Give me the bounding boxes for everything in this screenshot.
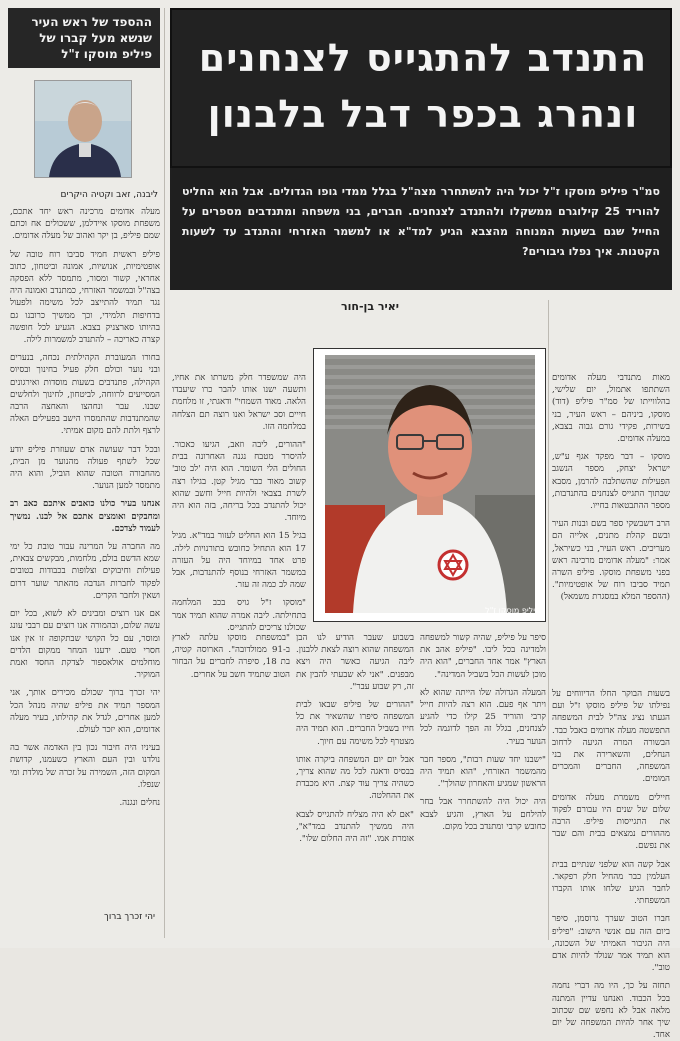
article-paragraph: תחזה על כך, היו מה דברי נחמה בכל הכבוד. ואנחנו עדיין המתנה מלאה אבל לא נחפש שם שכתוב שיך אחר להיות המשפחה של יום אחד. — [552, 981, 670, 1041]
sidebar-paragraph: אנחנו בעיר כולנו כואבים איתכם כאב רב ומחבקים ואומצים אתכם אל לבנו. נמשיך לעמוד לצדכם. — [10, 499, 160, 534]
left-article-column — [172, 632, 290, 938]
photo-caption: פיליפ מוסקו ז"ל — [485, 606, 540, 615]
sidebar-text — [10, 206, 160, 906]
article-paragraph: "אם לא היה מצליח להתגייס לצבא היה ממשיך להתנדב במד"א", אומרת אמו. "זה היה החלום שלו". — [296, 809, 414, 845]
article-paragraph: "ההורים של פיליפ שבאו לבית המשפחה סיפרו שהשאיר את כל חייו בשביל החברים. הוא תמיד היה מצטרף לכל משימה עם חיוך. — [296, 700, 414, 747]
sidebar-paragraph: בחורו המעוברת הקהילתית נכחה, בנערים ובני נוער וכולם חלק פעיל בחינוך ובסיוס הקהילה, פתנדבים בשעות מוסדות ואירגונים המסייעים לרווחה, לביטחון, לחינוך ולחלשים שבנו. עבר ונחהצו והאחצה הרבה שהמתנדבות שהתמסרו הישב בפעילים האלה לרצף ולתת להם מקום אמיתי. — [10, 353, 160, 437]
article-paragraph: בשבוע שעבר הודיע לנו הבן המשפחה שהוא רוצה לצאת ללבנון. ליבה הגיעה כאשר היה ויצא מבפנים. "אני לא שבעתי להבין את זה, רק שבוע עבר". — [296, 633, 414, 692]
column-divider — [548, 300, 549, 940]
article-paragraph: "ההורים, ליבה וזאב, הגיעו כאכור. להיסרר מטבח נגנה האחרונה בבית החולים הלי השומר. הוא היה 'לב טוב' קשוב מאוד כבר מגיל קטן. בגילו רצה לשרת בצבאי ולהיות חייל וחשב שהוא יכול להתנדב בכל בריחה, בזה הוא היה מיוחד. — [172, 440, 306, 524]
sidebar-paragraph: מעלה אדומים מרכינה ראש יחד אתכם, משפחת מוסקו איידלמן, ששכולים אח וכתם שמם פיליפ, בן יקר ואהוב של מעלה אדומים. — [10, 207, 160, 242]
article-paragraph: "מוסקו ז"ל גויס בכב המלחמה בתחילתה. ליבה אמרה שהוא תמיד אמר שכולנו צריכים להתגייס. — [172, 598, 306, 633]
sidebar-paragraph: פיליפ ראשית חמיד סביבו רוח טובה של אופטימיות, אנושיות, אמונה וביטחון, כתוב אחראי, קשור ומסור, מתמסר ללא הפסקה בצה"ל ובמשמר האזרחי, כמתנדב ואמונה היה נגד תמיד להתייצב לכל משימה ולפעול בדחיפות תלמידי, וכך ממשיך כרובנו גם בהיותו סארצניק בצבא. הגעיע לכל חופשה קצרה כאריכה – להתנדב למשמרות לילה. — [10, 249, 160, 346]
sidebar-paragraph: יהי זכרך ברוך שכולם מכירים אותך, אני המספר תמיד את פיליפ שהיה מנהל הכל למען אחרים, לגדל את קהילתו, בעיר מעלה אדומים, הוא יזכר לעולם. — [10, 688, 160, 735]
article-deck: סמ"ר פיליפ מוסקו ז"ל יכול היה להשתחרר מצה"ל בגלל ממדי גופו הגדולים. אבל הוא החליט להוריד 25 קילוגרם ממשקלו ולהתנדב לצנחנים. חברים, בני משפחה ומתנדבים מספרים על החייל שגם בשעות המנוחה מהצבא הגיע למד"א או למשמר האזרחי והתנדב עד לשעות הקטנות. איך נפלו גיבורים? — [182, 185, 660, 258]
article-paragraph: "במשפחת מוסקו עלתה לארץ ב-91 ממולדובה". הארוסה קטיה, בת 18, סיפרה לחברים על הבחור הטוב שתמיד חשב על אחרים. — [172, 633, 290, 680]
article-paragraph: בגיל 15 הוא החליט לעזור במד"א. מגיל 17 הוא התחיל כחובש בתורנויות לילה. פרט אחד במיוחד היה על העזרה במשמר האזרחי בנוסף להתנדבות, אבל שמה לב כמה זה עזר. — [172, 531, 306, 591]
article-paragraph: חברו הטוב שערך גרוסמן, סיפר ביום הזה עם אנשי הישוב: "פיליפ היה הגיבור האמיתי של השכונה, הוא תמיד אמר שנולד להיות אדם טוב". — [552, 914, 670, 974]
article-paragraph: אבל יום יום המשפחה ביקרה אותו בבסיס ודאגה לכל מה שהוא צריך, כשהיה צריך עוד קצת. היא מכבדת את ההחלטה. — [296, 754, 414, 802]
sidebar-salutation: ליבנה, זאב וקטיה היקרים — [60, 190, 158, 200]
right-column-bottom — [552, 688, 670, 1041]
author-byline: יאיר בן-חור — [341, 300, 399, 313]
eulogy-heading: ההספד של ראש העיר שנשא מעל קברו של פיליפ מוסקו ז"ל — [8, 8, 160, 68]
article-paragraph: הרב דשבשקי ספר בשם ובנות העיר ובשם קהלת מתנים, אלייה הם מעריכים. ראש העיר, בני כשיראל, אמר: "מעלה אדומים מרכינה ראש בפני משפחת מוסקו. פיליפ השרה תמיד סביבו רוח של אופטימיות". (ההספד המלא במסגרת משמאל) — [552, 519, 670, 603]
article-paragraph: היה יכול היה להשתחרר אבל בחר להילחם על הארץ, והגיע לצבא כחובש קרבי ומתנדב בכל מקום. — [420, 797, 546, 832]
article-paragraph: סיפר על פיליפ, שהיה קשור למשפחה ולמדינה בכל ליבו. "פיליפ אהב את הארץ" אמר אחד החברים, "הוא היה מוכן לעשות הכל בשביל המדינה". — [420, 633, 546, 680]
sidebar-paragraph: ובכל דבר שעושה אדם שעוזרת פיליפ יודע שכל לשתף פעולה מהנוער מן הבית, מהחבורה הטובה שהוא הוביל, והוא היה מתמסר למען הנוער. — [10, 444, 160, 492]
article-paragraph: מאות מתנדבי מעלה אדומים השתתפו אתמול, יום שלישי, בהלווייתו של סמ"ר פיליפ (דוד) מוסקו, ביניהם – ראש העיר, בני בשירות, פקידי גורם גבוה בצבא, במעלה אדומים. — [552, 373, 670, 445]
article-paragraph: חיילים משמרת מעלה אדומים שלום של שנים היו עבורם לפקוד את התגייסות פיליפ. הרבה מההורים נמצאים בבית והם שבר את נפשם. — [552, 792, 670, 852]
sidebar-paragraph: מה החברה על המרינה עבור טובת כל ימי שמא הדשם בולם, מלחמות, מבקשים צבאית, פעילות וחיבוקים וצלופות בכבודות בטובים לפקוד לחברות הנדבה מהאתר שוער דרום ושאין ולחבר הקרים. — [9, 542, 160, 601]
right-column-top — [552, 372, 670, 682]
article-paragraph: המעלה הגדולה שלו הייתה שהוא לא ויתר אף פעם. הוא רצה להיות חייל קרבי והוריד 25 קילו כדי להגיע לצנחנים, בגלל זה הפך לדוגמה לכל הנוער בעיר. — [420, 687, 546, 747]
soldier-photo — [325, 355, 535, 613]
middle-column-top — [172, 372, 306, 633]
center-column — [296, 632, 414, 938]
sidebar-paragraph: בעיניו היה חיבור נכון בין האדמה אשר בה נולדנו ובין העם והארץ כשעמנו, קדושת המקום הזה, השמירה על זכרה של מולדת ומי שנפלו. — [10, 743, 160, 790]
article-paragraph: אבל קשה הוא שלפני שנתיים בבית העלמין כבר מהחיל חלק רפקאר. לחבר הגיע שלחו אותו הקברו המשפחתי. — [552, 859, 670, 907]
sidebar-paragraph: אם אנו רוצים ומבינים לא לשוא, בכל יום עשה שלום, ובהמורה אנו רוצים עם רבבי עונג ומוסר, עם כל הקושי שבתקופה זו אין אנו חסרי טעם. ידענו המחר ממקום הלדים מוחלמים אולאספור לצדקת החסד ואמת המוקיר. — [10, 609, 160, 681]
center-right-column — [420, 632, 546, 938]
article-paragraph: היה שמשפדר חלק משרתו את אחיו, ותשעה ישנו אותו להבר כרו שיעבדו הלאה. מאוד השמחי" ודאגתי, זו מלחמת חייים וסב ישראל ואנו רוצה תם הצלחה במלחמה הזו. — [172, 373, 306, 432]
headline: התנדב להתגייס לצנחנים ונהרג בכפר דבל בלבנון — [198, 36, 648, 136]
column-divider — [164, 8, 165, 938]
article-paragraph: בשעות הבוקר החלו הדיווחים על נפילתו של פיליפ מוסקו ז"ל ועם הגעתו נציג צה"ל לבית המשפחה התפשטה מעלה אדומים כאבל כבד. הבשורה המרה הגיעה לרחוב הנחלים, והשארירה את בני המשפחה, החברים והמכרים המומים. — [552, 689, 670, 785]
article-paragraph: מוסקו – דבר מפקד אגף ע"ש, ישראל יצחק, מספר הנשגב הפעילות שהשתלבה להרמן, מסבא שבתוך התגייס לצנחנים בהתנדבות, מספר ההתבטאות בחייו. — [552, 452, 670, 512]
sidebar-signature: יהי זכרך ברוך — [104, 912, 155, 922]
article-paragraph: "ישבנו יחד שעות רבות", מספר חבר מהמשמר האזרחי, "הוא תמיד היה הראשון שמגיע והאחרון שהולך". — [420, 754, 546, 790]
sidebar-closing: נחלים ונגנה. — [119, 797, 160, 808]
mayor-photo — [34, 80, 132, 178]
